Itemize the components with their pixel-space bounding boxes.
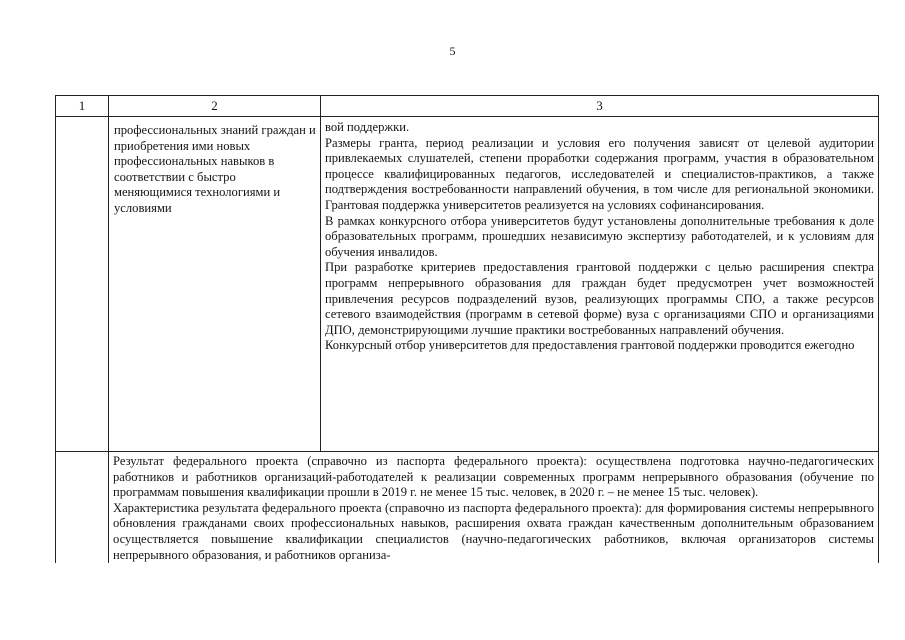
document-table	[55, 95, 879, 563]
row1-col3-paragraph-2: Размеры гранта, период реализации и условия его получения зависят от целевой аудитории привлекаемых слушателей, степени проработки содержания программ, участия в образовательном процессе квалифицированных педагогов, исследователей и специалистов-практиков, а также подтверждения востребованности направлений обучения, в том числе для региональной экономики. Грантовая поддержка университетов реализуется на условиях софинансирования.	[325, 135, 874, 212]
table-header-row	[56, 96, 879, 117]
table-row	[56, 117, 879, 452]
row1-col1-cell	[56, 117, 109, 452]
row1-col3-paragraph-1: вой поддержки.	[325, 120, 410, 134]
header-cell-1: 1	[56, 96, 109, 117]
header-cell-3: 3	[321, 96, 879, 117]
row2-paragraph-1: Результат федерального проекта (справочно из паспорта федерального проекта): осуществлена подготовка научно-педагогических работников и работников организаций-работодателей к реализации современных программ непрерывного образования (обучение по программам повышения квалификации прошли в 2019 г. не менее 15 тыс. человек, в 2020 г. – не менее 15 тыс. человек).	[113, 454, 874, 500]
row1-col2-text: профессиональных знаний граждан и приобретения ими новых профессиональных навыков в соответствии с быстро меняющимися технологиями и условиями	[114, 123, 316, 215]
row1-col3-cell	[321, 117, 879, 452]
header-cell-2: 2	[109, 96, 321, 117]
row2-col1-cell	[56, 452, 109, 564]
row1-col3-paragraph-4: При разработке критериев предоставления грантовой поддержки с целью расширения спектра программ непрерывного образования для граждан будет предусмотрен учет возможностей привлечения ресурсов подразделений вузов, реализующих программы СПО, а также ресурсов сетевого взаимодействия (программ в сетевой форме) вуза с организациями СПО и организациями ДПО, демонстрирующими лучшие практики востребованных направлений обучения.	[325, 260, 874, 337]
page-number: 5	[449, 44, 456, 58]
row2-paragraph-2: Характеристика результата федерального проекта (справочно из паспорта федерального проекта): для формирования системы непрерывного обновления гражданами своих профессиональных навыков, расширения охвата граждан качественным дополнительным образованием осуществляется повышение квалификации специалистов (научно-педагогических работников, включая организаторов системы непрерывного образования, и работников организа-	[113, 500, 874, 562]
row1-col3-paragraph-5: Конкурсный отбор университетов для предоставления грантовой поддержки проводится ежегодно	[325, 338, 855, 353]
row2-merged-cell	[109, 452, 879, 564]
row1-col3-paragraph-3: В рамках конкурсного отбора университетов будут установлены дополнительные требования к доле образовательных программ, прошедших независимую экспертизу работодателей, и к условиям для обучения инвалидов.	[325, 213, 874, 259]
table-row	[56, 452, 879, 564]
row1-col2-cell	[109, 117, 321, 452]
